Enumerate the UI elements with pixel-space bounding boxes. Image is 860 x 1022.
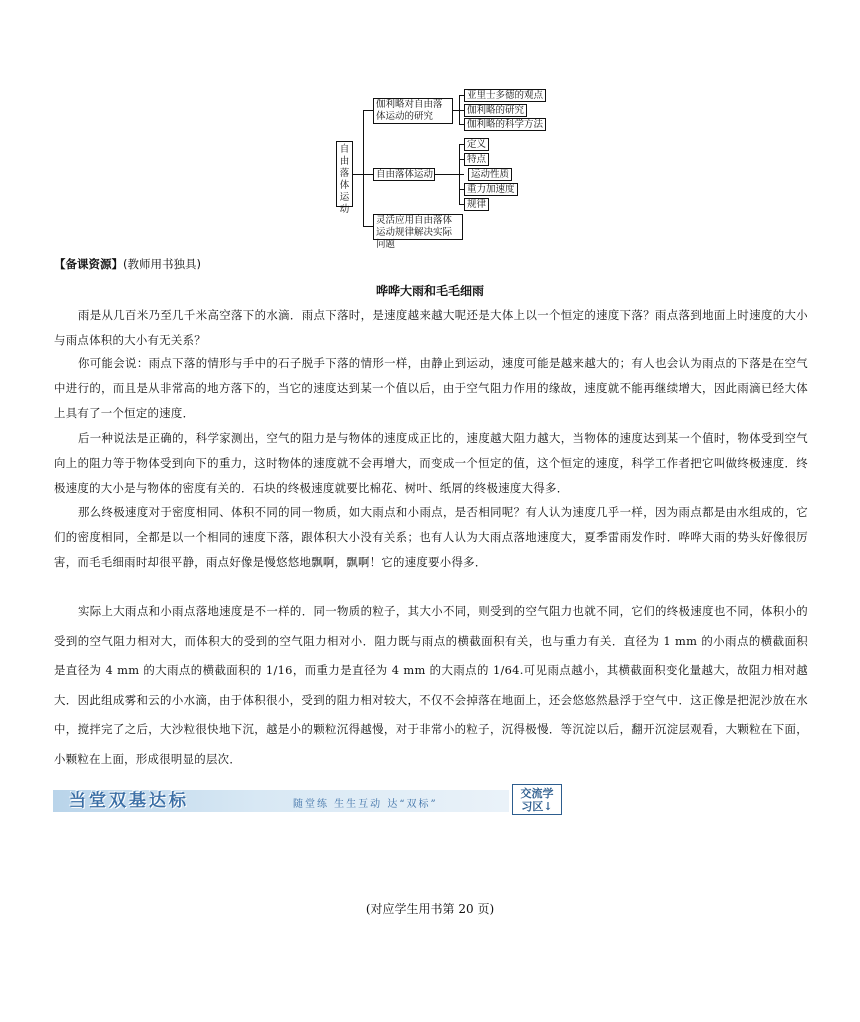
leaf-galileo-study: 伽利略的研究 — [464, 104, 527, 117]
leaf-aristotle-view: 亚里士多德的观点 — [464, 89, 546, 102]
paragraph: 你可能会说：雨点下落的情形与手中的石子脱手下落的情形一样，由静止到运动，速度可能是越来越大的；有人也会认为雨点的下落是在空气中进行的，而且是从非常高的地方落下的，当它的速度达到某一个值以后，由于空气阻力作用的缘故，速度就不能再继续增大，因此雨滴已经大体上具有了一个恒定的速度． — [54, 356, 808, 420]
branch-free-fall: 自由落体运动 — [373, 168, 435, 181]
connector-line — [459, 174, 464, 175]
connector-line — [363, 226, 373, 227]
leaf-laws: 规律 — [464, 198, 489, 211]
resource-heading-label: 【备课资源】 — [54, 257, 123, 271]
paragraph: 雨是从几百米乃至几千米高空落下的水滴．雨点下落时，是速度越来越大呢还是大体上以一个恒定的速度下落？雨点落到地面上时速度的大小与雨点体积的大小有无关系？ — [54, 308, 808, 347]
leaf-features: 特点 — [464, 153, 489, 166]
connector-line — [363, 174, 373, 175]
branch-galileo-research: 伽利略对自由落体运动的研究 — [373, 98, 453, 124]
leaf-galileo-method: 伽利略的科学方法 — [464, 118, 546, 131]
connector-line — [353, 174, 363, 175]
resource-heading — [54, 256, 201, 272]
concept-map — [336, 86, 560, 250]
section-banner — [53, 784, 563, 816]
leaf-gravity-acceleration: 重力加速度 — [464, 183, 518, 196]
paragraph: 后一种说法是正确的，科学家测出，空气的阻力是与物体的速度成正比的，速度越大阻力越大，当物体的速度达到某一个值时，物体受到空气向上的阻力等于物体受到向下的重力，这时物体的速度就不会再增大，而变成一个恒定的值，这个恒定的速度，科学工作者把它叫做终极速度．终极速度的大小是与物体的密度有关的．石块的终极速度就要比棉花、树叶、纸屑的终极速度大得多． — [54, 431, 808, 495]
paragraph: 实际上大雨点和小雨点落地速度是不一样的．同一物质的粒子，其大小不同，则受到的空气阻力也就不同，它们的终极速度也不同，体积小的受到的空气阻力相对大，而体积大的受到的空气阻力相对小．阻力既与雨点的横截面积有关，也与重力有关．直径为 1 mm 的小雨点的横截面积是直径为 4 mm 的大雨点的横截面积的 1/16，而重力是直径为 4 mm 的大雨点的 1/64.可见雨点越小，其横截面积变化量越大，故阻力相对越大．因此组成雾和云的小水滴，由于体积很小，受到的阻力相对较大，不仅不会掉落在地面上，还会悠悠然悬浮于空气中．这正像是把泥沙放在水中，搅拌完了之后，大沙粒很快地下沉，越是小的颗粒沉得越慢，对于非常小的粒子，沉得极慢．等沉淀以后，翻开沉淀层观看，大颗粒在下面，小颗粒在上面，形成很明显的层次． — [54, 604, 808, 766]
banner-subtitle: 随堂练 生生互动 达“双标” — [293, 799, 438, 810]
page-reference: (对应学生用书第 20 页) — [365, 902, 495, 916]
article-title: 哗哗大雨和毛毛细雨 — [375, 284, 484, 298]
connector-line — [435, 174, 459, 175]
connector-line — [363, 110, 373, 111]
leaf-definition: 定义 — [464, 138, 489, 151]
exchange-area-badge[interactable] — [512, 784, 562, 815]
badge-line-2: 习区↓ — [521, 800, 553, 813]
resource-note: (教师用书独具) — [123, 257, 201, 271]
connector-line — [363, 110, 364, 226]
paragraph: 那么终极速度对于密度相同、体积不同的同一物质，如大雨点和小雨点，是否相同呢？有人认为速度几乎一样，因为雨点都是由水组成的，它们的密度相同，全都是以一个相同的速度下落，跟体积大小没有关系；也有人认为大雨点落地速度大，夏季雷雨发作时．哗哗大雨的势头好像很厉害，而毛毛细雨时却很平静，雨点好像是慢悠悠地飘啊，飘啊！它的速度要小得多． — [54, 505, 808, 569]
branch-application: 灵活应用自由落体运动规律解决实际问题 — [373, 214, 463, 240]
banner-title: 当堂双基达标 — [69, 791, 189, 811]
badge-line-1: 交流学 — [520, 787, 554, 800]
leaf-motion-nature: 运动性质 — [468, 168, 512, 181]
concept-map-root: 自由落体运动 — [336, 141, 353, 207]
